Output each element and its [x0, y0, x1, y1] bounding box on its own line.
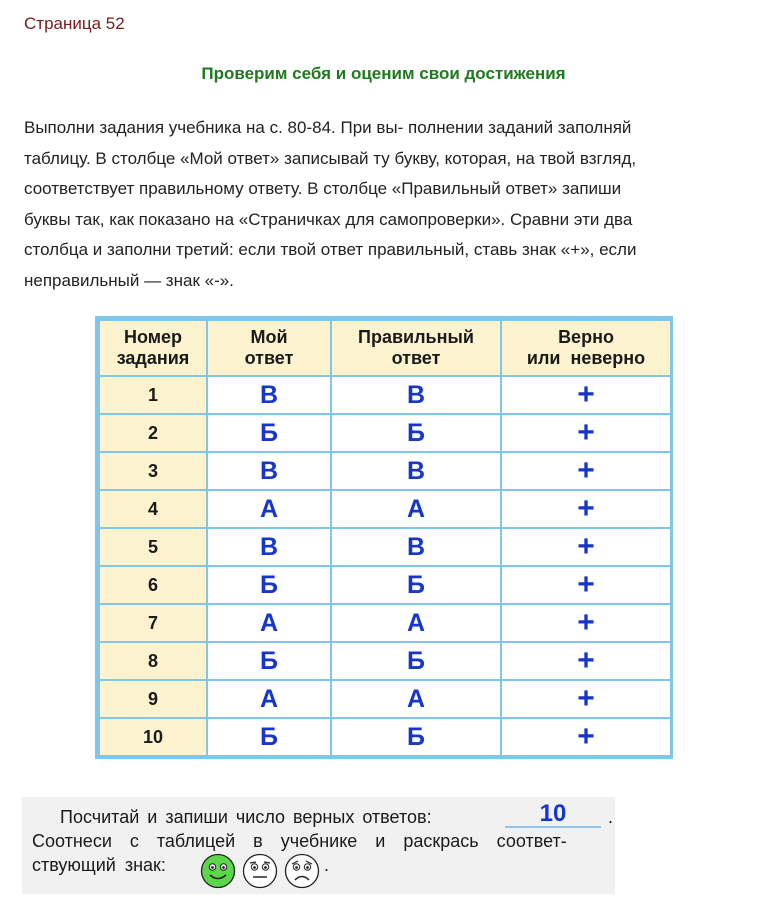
- task-number: 8: [99, 642, 207, 680]
- intro-text: [24, 113, 744, 296]
- sad-face-icon[interactable]: [284, 853, 320, 889]
- result-mark-cell[interactable]: +: [501, 604, 671, 642]
- answers-table: [98, 319, 672, 757]
- table-row: [99, 718, 671, 756]
- correct-answer-cell[interactable]: Б: [331, 718, 501, 756]
- intro-line: соответствует правильному ответу. В столбце «Правильный ответ» запиши: [24, 179, 622, 198]
- result-mark-cell[interactable]: +: [501, 376, 671, 414]
- table-row: [99, 490, 671, 528]
- page-label: Страница 52: [24, 14, 125, 33]
- neutral-face-icon[interactable]: [242, 853, 278, 889]
- correct-answer-cell[interactable]: Б: [331, 566, 501, 604]
- intro-line: неправильный — знак «-».: [24, 270, 234, 290]
- my-answer-cell[interactable]: В: [207, 452, 331, 490]
- intro-line: таблицу. В столбце «Мой ответ» записывай ту букву, которая, на твой взгляд,: [24, 148, 637, 168]
- compare-instruction: Соотнеси с таблицей в учебнике и раскрась соответ-: [32, 831, 567, 851]
- my-answer-cell[interactable]: Б: [207, 642, 331, 680]
- result-mark-cell[interactable]: +: [501, 680, 671, 718]
- answers-table-frame: [95, 316, 673, 759]
- page-title: Проверим себя и оценим свои достижения: [201, 64, 566, 83]
- my-answer-cell[interactable]: А: [207, 490, 331, 528]
- task-number: 7: [99, 604, 207, 642]
- table-row: [99, 414, 671, 452]
- task-number: 6: [99, 566, 207, 604]
- result-mark-cell[interactable]: +: [501, 490, 671, 528]
- my-answer-cell[interactable]: В: [207, 376, 331, 414]
- correct-answer-cell[interactable]: В: [331, 376, 501, 414]
- correct-answer-cell[interactable]: А: [331, 490, 501, 528]
- header-correct-answer: Правильный ответ: [331, 320, 501, 376]
- result-mark-cell[interactable]: +: [501, 528, 671, 566]
- my-answer-cell[interactable]: Б: [207, 414, 331, 452]
- result-mark-cell[interactable]: +: [501, 642, 671, 680]
- correct-answer-cell[interactable]: В: [331, 528, 501, 566]
- header-my-answer: Мой ответ: [207, 320, 331, 376]
- correct-answer-cell[interactable]: А: [331, 604, 501, 642]
- task-number: 1: [99, 376, 207, 414]
- task-number: 2: [99, 414, 207, 452]
- table-row: [99, 452, 671, 490]
- period: .: [324, 855, 330, 875]
- task-number: 9: [99, 680, 207, 718]
- task-number: 4: [99, 490, 207, 528]
- correct-answer-cell[interactable]: В: [331, 452, 501, 490]
- table-row: [99, 566, 671, 604]
- header-right-or-wrong: Верно или неверно: [501, 320, 671, 376]
- table-row: [99, 642, 671, 680]
- intro-line: буквы так, как показано на «Страничках для самопроверки». Сравни эти два: [24, 209, 633, 229]
- table-header-row: [99, 320, 671, 376]
- my-answer-cell[interactable]: А: [207, 680, 331, 718]
- my-answer-cell[interactable]: Б: [207, 566, 331, 604]
- table-row: [99, 376, 671, 414]
- count-instruction: Посчитай и запиши число верных ответов:: [60, 807, 432, 827]
- my-answer-cell[interactable]: А: [207, 604, 331, 642]
- header-task-number: Номер задания: [99, 320, 207, 376]
- intro-line: Выполни задания учебника на с. 80-84. При вы- полнении заданий заполняй: [24, 118, 632, 137]
- self-assessment-box: [22, 797, 615, 894]
- happy-face-icon[interactable]: [200, 853, 236, 889]
- task-number: 5: [99, 528, 207, 566]
- result-mark-cell[interactable]: +: [501, 718, 671, 756]
- table-row: [99, 680, 671, 718]
- result-mark-cell[interactable]: +: [501, 452, 671, 490]
- correct-answer-cell[interactable]: Б: [331, 414, 501, 452]
- result-mark-cell[interactable]: +: [501, 566, 671, 604]
- my-answer-cell[interactable]: В: [207, 528, 331, 566]
- period: .: [608, 807, 614, 827]
- table-row: [99, 604, 671, 642]
- task-number: 10: [99, 718, 207, 756]
- task-number: 3: [99, 452, 207, 490]
- result-mark-cell[interactable]: +: [501, 414, 671, 452]
- my-answer-cell[interactable]: Б: [207, 718, 331, 756]
- correct-answer-cell[interactable]: Б: [331, 642, 501, 680]
- correct-count-field[interactable]: 10: [505, 802, 601, 828]
- color-sign-instruction: ствующий знак:: [32, 855, 166, 875]
- intro-line: столбца и заполни третий: если твой ответ правильный, ставь знак «+», если: [24, 240, 637, 259]
- correct-answer-cell[interactable]: А: [331, 680, 501, 718]
- table-row: [99, 528, 671, 566]
